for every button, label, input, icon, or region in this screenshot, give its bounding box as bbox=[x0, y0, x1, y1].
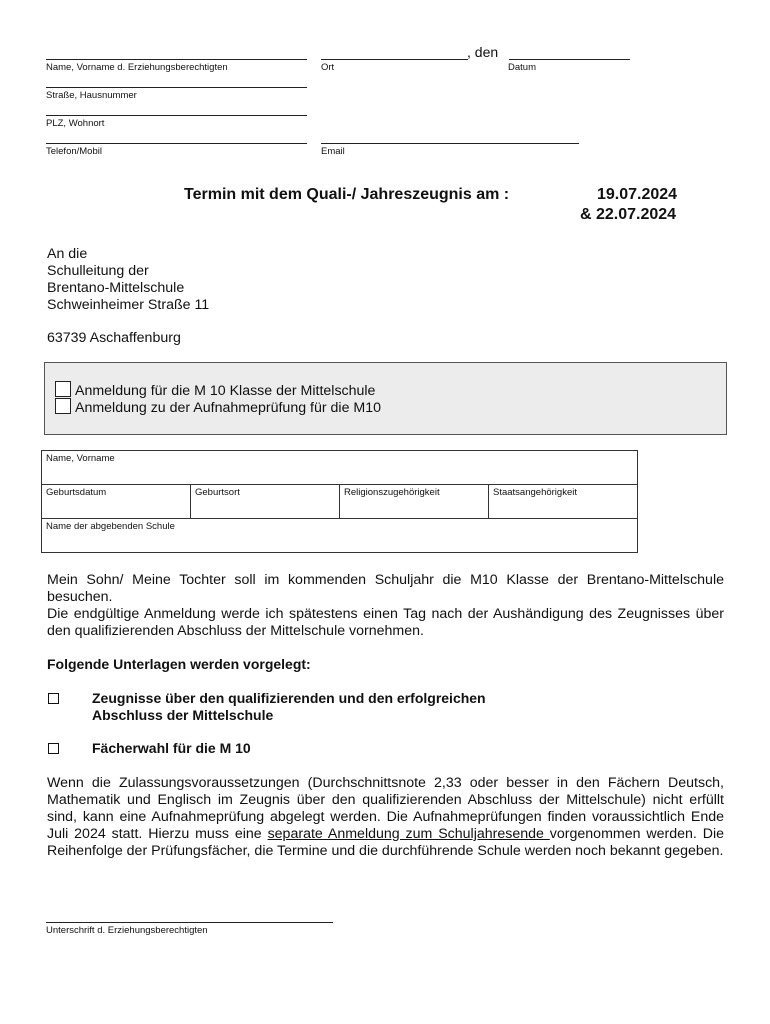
plz-label: PLZ, Wohnort bbox=[46, 118, 105, 129]
prev-school-cell[interactable]: Name der abgebenden Schule bbox=[42, 519, 638, 553]
documents-heading: Folgende Unterlagen werden vorgelegt: bbox=[47, 656, 311, 672]
option-exam-label: Anmeldung zu der Aufnahmeprüfung für die M10 bbox=[75, 400, 382, 416]
street-line[interactable] bbox=[46, 87, 307, 88]
doc-item-1-line-2: Abschluss der Mittelschule bbox=[92, 707, 274, 723]
doc-item-1 bbox=[92, 690, 486, 724]
doc-checkbox-2[interactable] bbox=[48, 743, 59, 754]
notice-part-2: vorgenommen werden. Die Reihenfolge der Prüfungsfächer, die Termine und die durchführende Schule werden noch bekannt gegeben. bbox=[47, 826, 724, 859]
address-city: 63739 Aschaffenburg bbox=[47, 330, 181, 346]
street-label: Straße, Hausnummer bbox=[46, 90, 137, 101]
email-line[interactable] bbox=[321, 143, 579, 144]
address-line-3: Brentano-Mittelschule bbox=[47, 280, 185, 296]
address-line-4: Schweinheimer Straße 11 bbox=[47, 297, 210, 313]
option-m10[interactable] bbox=[55, 381, 375, 399]
birthdate-cell[interactable]: Geburtsdatum bbox=[42, 485, 191, 519]
phone-line[interactable] bbox=[46, 143, 307, 144]
notice-underlined: separate Anmeldung zum Schuljahresende bbox=[267, 826, 550, 842]
signature-line[interactable] bbox=[46, 922, 333, 923]
doc-checkbox-1[interactable] bbox=[48, 693, 59, 704]
plz-line[interactable] bbox=[46, 115, 307, 116]
option-exam[interactable] bbox=[55, 398, 381, 416]
datum-line[interactable] bbox=[509, 59, 630, 60]
checkbox-exam[interactable] bbox=[55, 398, 71, 414]
name-label: Name, Vorname d. Erziehungsberechtigten bbox=[46, 62, 228, 73]
intro-p1: Mein Sohn/ Meine Tochter soll im kommenden Schuljahr die M10 Klasse der Brentano-Mittelschule besuchen. bbox=[47, 572, 724, 605]
option-m10-label: Anmeldung für die M 10 Klasse der Mittelschule bbox=[75, 383, 376, 399]
name-cell[interactable]: Name, Vorname bbox=[42, 451, 638, 485]
signature-label: Unterschrift d. Erziehungsberechtigten bbox=[46, 925, 208, 936]
email-label: Email bbox=[321, 146, 345, 157]
comma-den: , den bbox=[467, 44, 499, 60]
address-block bbox=[47, 246, 209, 314]
notice-part-1: Wenn die Zulassungsvoraussetzungen (Durchschnittsnote 2,33 oder besser in den Fächern Deutsch, Mathematik und Englisch im Zeugnis über den qualifizierenden Abschluss der Mittelschule) nicht erfüllt sind, kann eine Aufnahmeprüfung abgelegt werden. Die Aufnahmeprüfungen finden voraussichtlich Ende Juli 2024 statt. Hierzu muss eine bbox=[47, 775, 724, 842]
intro-p2: Die endgültige Anmeldung werde ich spätestens einen Tag nach der Aushändigung des Zeugnisses über den qualifizierenden Abschluss der Mittelschule vornehmen. bbox=[47, 606, 724, 639]
checkbox-m10[interactable] bbox=[55, 381, 71, 397]
nationality-cell[interactable]: Staatsangehörigkeit bbox=[489, 485, 638, 519]
notice-paragraph bbox=[47, 775, 724, 860]
appointment-date-1: 19.07.2024 bbox=[597, 186, 678, 203]
phone-label: Telefon/Mobil bbox=[46, 146, 102, 157]
ort-line[interactable] bbox=[321, 59, 468, 60]
options-box bbox=[44, 362, 727, 435]
appointment-date-2: & 22.07.2024 bbox=[580, 206, 677, 223]
address-line-2: Schulleitung der bbox=[47, 263, 149, 279]
datum-label: Datum bbox=[508, 62, 536, 73]
student-info-table bbox=[41, 450, 638, 553]
appointment-label: Termin mit dem Quali-/ Jahreszeugnis am : bbox=[184, 186, 510, 203]
birthplace-cell[interactable]: Geburtsort bbox=[191, 485, 340, 519]
religion-cell[interactable]: Religionszugehörigkeit bbox=[340, 485, 489, 519]
doc-item-1-line-1: Zeugnisse über den qualifizierenden und den erfolgreichen bbox=[92, 690, 486, 706]
name-line[interactable] bbox=[46, 59, 307, 60]
ort-label: Ort bbox=[321, 62, 335, 73]
doc-item-2: Fächerwahl für die M 10 bbox=[92, 740, 251, 756]
address-line-1: An die bbox=[47, 246, 88, 262]
